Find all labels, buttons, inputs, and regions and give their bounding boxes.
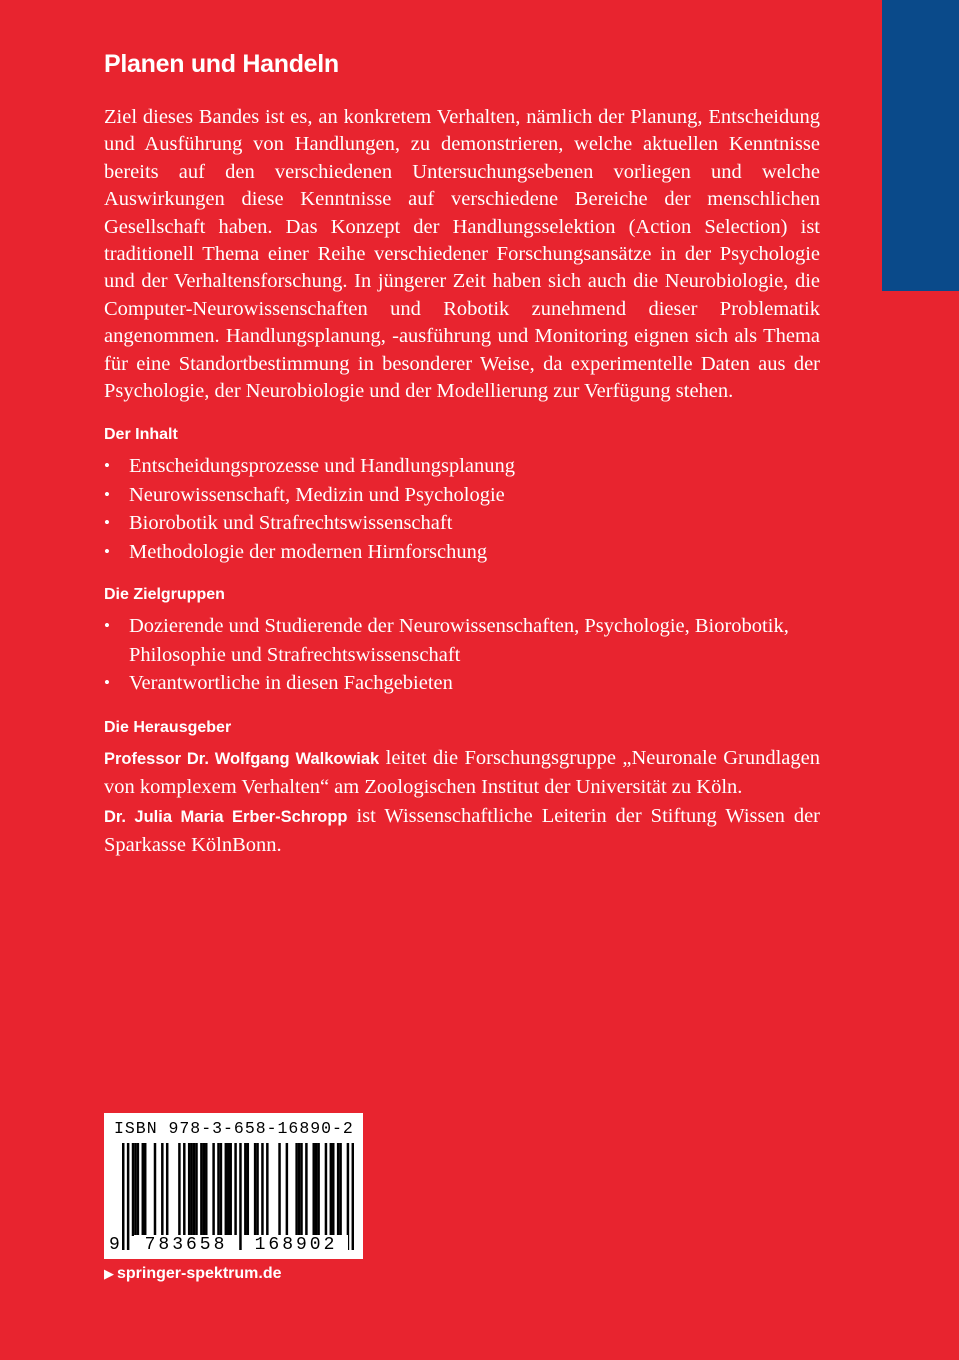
ean-right-group: 168902 — [244, 1235, 348, 1255]
triangle-right-icon: ▶ — [104, 1266, 114, 1281]
barcode-bar — [183, 1143, 185, 1236]
back-cover-text — [104, 46, 820, 860]
editor-name: Professor Dr. Wolfgang Walkowiak — [104, 749, 380, 768]
barcode-bar — [247, 1143, 249, 1236]
barcode-bar — [134, 1143, 136, 1236]
barcode-bar — [205, 1143, 207, 1236]
barcode-bar — [132, 1143, 134, 1236]
barcode-bar — [337, 1143, 339, 1236]
barcode-bar — [144, 1143, 146, 1236]
list-item: • Entscheidungsprozesse und Handlungsplanung — [104, 452, 820, 481]
barcode-bar — [193, 1143, 195, 1236]
barcode-bar — [122, 1143, 124, 1250]
editor-description: ist Wissenschaftliche Leiterin der Stiftung Wissen der Sparkasse KölnBonn. — [104, 804, 820, 857]
barcode-bar — [332, 1143, 334, 1236]
barcode-bar — [137, 1143, 139, 1236]
barcode-bar — [325, 1143, 327, 1236]
herausgeber-paragraph — [104, 744, 820, 860]
barcode-bar — [190, 1143, 192, 1236]
barcode-bar — [315, 1143, 317, 1236]
isbn-barcode — [104, 1113, 363, 1259]
barcode-bar — [195, 1143, 197, 1236]
barcode-bar — [161, 1143, 163, 1236]
barcode-bar — [266, 1143, 268, 1236]
barcode-bar — [244, 1143, 246, 1236]
barcode-bar — [154, 1143, 156, 1236]
barcode-bar — [339, 1143, 341, 1236]
barcode-bar — [298, 1143, 300, 1236]
barcode-bar — [127, 1143, 129, 1250]
list-item: • Neurowissenschaft, Medizin und Psychologie — [104, 481, 820, 510]
barcode-bar — [225, 1143, 227, 1236]
barcode-bar — [203, 1143, 205, 1236]
barcode-bar — [234, 1143, 236, 1250]
section-heading: Die Herausgeber — [104, 718, 232, 736]
barcode-bars — [122, 1143, 354, 1250]
section-zielgruppen — [104, 585, 820, 698]
editor-description: leitet die Forschungsgruppe „Neuronale Grundlagen von komplexem Verhalten“ am Zoologischen Institut der Universität zu Köln. — [104, 746, 820, 799]
barcode-bar — [142, 1143, 144, 1236]
ean-first-digit: 9 — [109, 1235, 120, 1255]
section-inhalt — [104, 425, 820, 566]
isbn-number: ISBN 978-3-658-16890-2 — [114, 1119, 354, 1138]
barcode-bar — [286, 1143, 288, 1236]
intro-paragraph: Ziel dieses Bandes ist es, an konkretem Verhalten, nämlich der Planung, Entscheidung und Ausführung von Handlungen, zu demonstrieren, welche aktuellen Kenntnisse bereits auf den verschiedenen Untersuchungsebenen vorliegen und welche Auswirkungen diese Kenntnisse auf verschiedene Bereiche der menschlichen Gesellschaft haben. Das Konzept der Handlungsselektion (Action Selection) ist traditionell Thema einer Reihe verschiedener Forschungsansätze in der Psychologie und der Verhaltensforschung. In jüngerer Zeit haben sich auch die Neurobiologie, die Computer-Neurowissenschaften und Robotik zunehmend dieser Problematik angenommen. Handlungsplanung, -ausführung und Monitoring eignen sich als Thema für eine Standortbestimmung in besonderer Weise, da experimentelle Daten aus der Psychologie, der Neurobiologie und der Modellierung zur Verfügung stehen. — [104, 106, 820, 403]
barcode-bar — [220, 1143, 222, 1236]
website-url: springer-spektrum.de — [117, 1265, 282, 1282]
section-heading: Die Zielgruppen — [104, 586, 225, 604]
book-title: Planen und Handeln — [104, 50, 339, 78]
barcode-bar — [300, 1143, 302, 1236]
zielgruppen-list — [104, 612, 820, 698]
section-herausgeber — [104, 718, 820, 860]
ean-left-group: 783658 — [134, 1235, 238, 1255]
ean-digits — [104, 1235, 363, 1257]
barcode-bar — [312, 1143, 314, 1236]
barcode-bar — [178, 1143, 180, 1236]
barcode-bar — [256, 1143, 258, 1236]
barcode-bar — [261, 1143, 263, 1236]
barcode-bar — [212, 1143, 214, 1236]
barcode-bar — [305, 1143, 307, 1236]
website-link[interactable] — [104, 1264, 281, 1284]
editor-name: Dr. Julia Maria Erber-Schropp — [104, 807, 348, 826]
barcode-bar — [278, 1143, 280, 1236]
list-item: • Methodologie der modernen Hirnforschung — [104, 538, 820, 567]
inhalt-list — [104, 452, 820, 566]
barcode-bar — [317, 1143, 319, 1236]
barcode-bar — [188, 1143, 190, 1236]
list-item: • Verantwortliche in diesen Fachgebieten — [104, 669, 820, 698]
barcode-bar — [295, 1143, 297, 1236]
section-heading: Der Inhalt — [104, 426, 178, 444]
list-item: • Biorobotik und Strafrechtswissenschaft — [104, 509, 820, 538]
barcode-bar — [229, 1143, 231, 1236]
barcode-bar — [352, 1143, 354, 1250]
barcode-bar — [217, 1143, 219, 1236]
barcode-bar — [254, 1143, 256, 1236]
barcode-bar — [347, 1143, 349, 1250]
barcode-bar — [200, 1143, 202, 1236]
list-item: • Dozierende und Studierende der Neurowissenschaften, Psychologie, Biorobotik, Philosophie und Strafrechtswissenschaft — [104, 612, 820, 669]
barcode-bar — [166, 1143, 168, 1236]
barcode-bar — [239, 1143, 241, 1250]
blue-corner-tab — [882, 0, 959, 291]
barcode-bar — [227, 1143, 229, 1236]
barcode-bar — [330, 1143, 332, 1236]
